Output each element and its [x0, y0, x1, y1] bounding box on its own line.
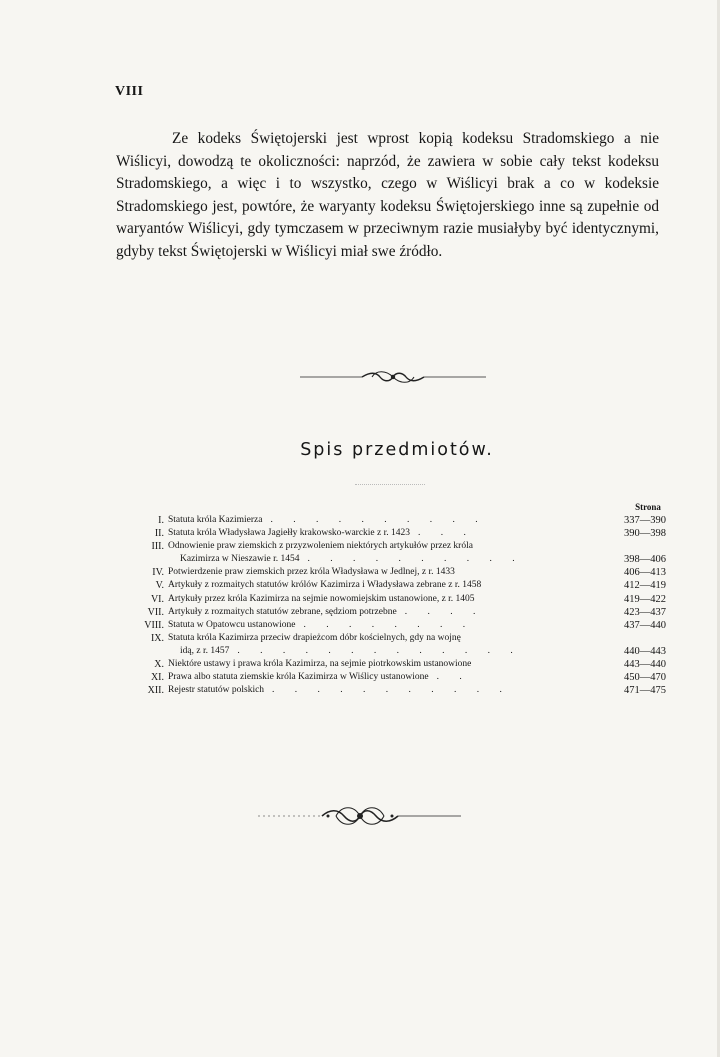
toc-entry-pages: 412—419 — [624, 580, 666, 592]
toc-entry — [130, 540, 690, 566]
table-of-contents — [130, 514, 690, 697]
toc-entry-title: Statuta króla Władysława Jagiełły krakowsko-warckie z r. 1423 . . . — [168, 528, 475, 539]
leader-dots: . . . — [418, 528, 475, 539]
toc-entry-number: VIII. — [144, 619, 164, 631]
page-number: VIII — [115, 84, 144, 99]
toc-entry-number: I. — [158, 515, 164, 526]
toc-entry-continuation: Kazimirza w Nieszawie r. 1454 — [180, 554, 300, 565]
leader-dots: . . . . . . . . . . . — [272, 685, 511, 696]
toc-entry-pages: 450—470 — [624, 672, 666, 684]
toc-entry-title: Artykuły z rozmaitych statutów zebrane, sędziom potrzebne . . . . — [168, 606, 485, 617]
leader-dots: . . . . . . . . . . — [307, 554, 524, 565]
toc-entry-pages: 440—443 — [624, 645, 666, 657]
toc-entry-title: Statuta króla Kazimierza . . . . . . . . . . — [168, 515, 487, 525]
toc-entry-number: II. — [154, 528, 164, 540]
toc-entry-pages: 471—475 — [624, 685, 666, 697]
toc-entry — [130, 671, 690, 684]
toc-entry-number: X. — [154, 659, 164, 671]
toc-entry — [130, 606, 690, 619]
toc-entry-title: Odnowienie praw ziemskich z przyzwoleniem niektórych artykułów przez króla Kazimirza w Nieszawie r. 1454 . . . . . . . . . . — [168, 541, 524, 565]
toc-entry — [130, 579, 690, 592]
toc-title: Spis przedmiotów. — [300, 440, 494, 460]
leader-dots: . . — [436, 672, 471, 683]
toc-entry-title: Rejestr statutów polskich . . . . . . . . . . . — [168, 685, 511, 696]
toc-entry-number: VI. — [150, 593, 164, 605]
toc-entry-continuation: idą, z r. 1457 — [180, 645, 230, 656]
toc-entry-number: V. — [155, 580, 164, 592]
toc-entry-title: Statuta w Opatowcu ustanowione . . . . . . . . — [168, 619, 475, 630]
leader-dots: . . . . — [404, 606, 485, 617]
toc-entry-number: VII. — [147, 606, 164, 618]
toc-entry — [130, 593, 690, 606]
toc-entry — [130, 619, 690, 632]
ornament-divider-bottom — [258, 803, 461, 829]
leader-dots: . . . . . . . . . . . . . — [237, 645, 522, 656]
toc-entry-pages: 423—437 — [624, 606, 666, 618]
toc-entry — [130, 566, 690, 579]
toc-entry-title: Artykuły przez króla Kazimirza na sejmie nowomiejskim ustanowione, z r. 1405 — [168, 593, 475, 604]
toc-entry-number: IX. — [150, 632, 164, 644]
toc-entry-title: Statuta króla Kazimirza przeciw drapieżcom dóbr kościelnych, gdy na wojnę idą, z r. 1457 . . . . . . . . . . . . . — [168, 632, 522, 656]
toc-entry — [130, 514, 690, 527]
toc-entry-pages: 398—406 — [624, 554, 666, 566]
toc-entry-title: Niektóre ustawy i prawa króla Kazimirza, na sejmie piotrkowskim ustanowione — [168, 659, 472, 670]
toc-entry — [130, 632, 690, 658]
toc-entry — [130, 684, 690, 697]
title-rule — [355, 484, 425, 485]
leader-dots: . . . . . . . . — [303, 619, 475, 630]
toc-entry-title: Potwierdzenie praw ziemskich przez króla Władysława w Jedlnej, z r. 1433 — [168, 567, 455, 578]
ornament-divider-top — [300, 370, 486, 384]
toc-entry-number: III. — [151, 541, 164, 553]
toc-entry-number: XII. — [147, 685, 164, 697]
toc-entry-pages: 390—398 — [624, 528, 666, 540]
toc-entry-pages: 437—440 — [624, 619, 666, 631]
toc-entry-number: XI. — [150, 672, 164, 684]
toc-entry-pages: 443—440 — [624, 659, 666, 671]
toc-entry-pages: 419—422 — [624, 593, 666, 605]
toc-entry-pages: 337—390 — [624, 515, 666, 526]
toc-entry — [130, 527, 690, 540]
toc-entry-number: IV. — [152, 567, 164, 579]
toc-entry-title: Prawa albo statuta ziemskie króla Kazimirza w Wiślicy ustanowione . . — [168, 672, 471, 683]
toc-entry — [130, 658, 690, 671]
page-column-header: Strona — [635, 502, 661, 512]
leader-dots: . . . . . . . . . . — [270, 515, 487, 525]
intro-paragraph: Ze kodeks Świętojerski jest wprost kopią kodeksu Stradomskiego a nie Wiślicyi, dowodzą te okoliczności: naprzód, że zawiera w sobie cały tekst kodeksu Stradomskiego, a więc i to wszystko, czego w Wiślicyi brak a co w kodeksie Stradomskiego jest, powtóre, że waryanty kodeksu Świętojerskiego inne są zupełnie od waryantów Wiślicyi, gdy tymczasem w przeciwnym razie musiałyby być identycznymi, gdyby tekst Świętojerski w Wiślicyi miał swe źródło. — [116, 130, 659, 260]
toc-entry-pages: 406—413 — [624, 567, 666, 579]
toc-entry-title: Artykuły z rozmaitych statutów królów Kazimirza i Władysława zebrane z r. 1458 — [168, 580, 482, 591]
